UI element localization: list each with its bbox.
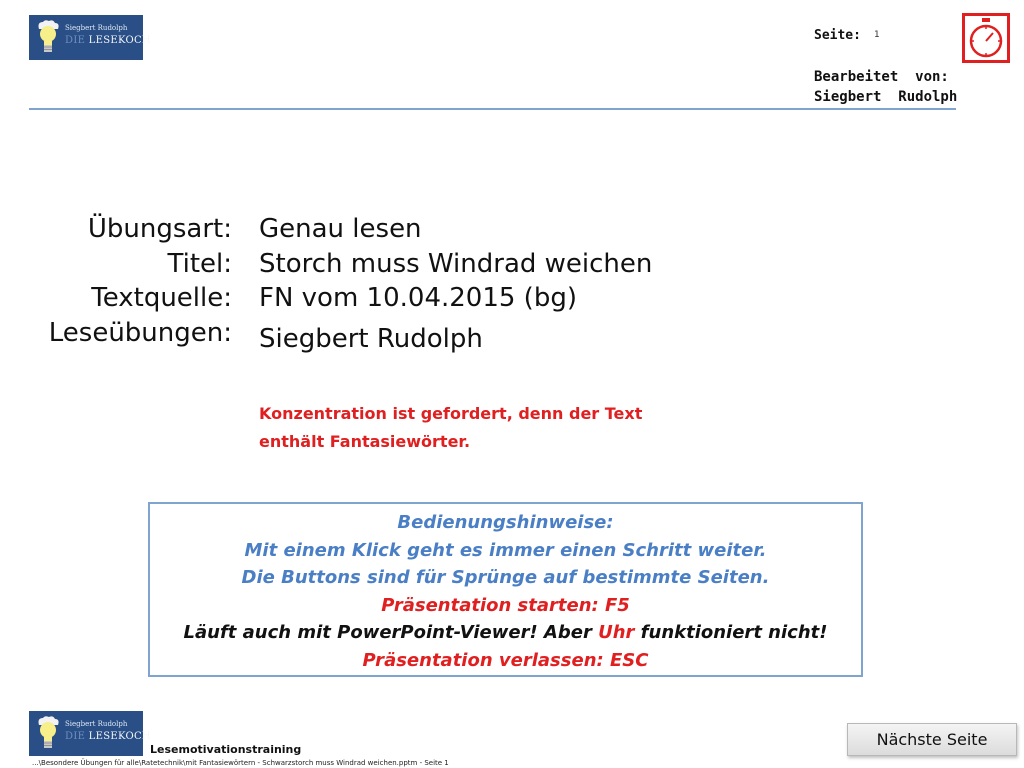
detail-labels — [40, 212, 232, 350]
hints-title: Bedienungshinweise: — [397, 512, 614, 533]
hint-click: Mit einem Klick geht es immer einen Schritt weiter. — [244, 539, 767, 561]
source-value: FN vom 10.04.2015 (bg) — [259, 283, 577, 313]
file-path: ...\Besondere Übungen für alle\Ratetechnik\mit Fantasiewörtern - Schwarzstorch muss Windrad weichen.pptm - Seite 1 — [32, 759, 449, 767]
hint-exit: Präsentation verlassen: ESC — [362, 649, 649, 671]
hint-viewer: Läuft auch mit PowerPoint-Viewer! Aber Uhr funktioniert nicht! — [183, 622, 828, 643]
source-label: Textquelle: — [91, 283, 232, 313]
edited-by: Bearbeitet von: Siegbert Rudolph — [814, 69, 958, 105]
page-number: 1 — [874, 30, 880, 40]
reading-exercises-value: Siegbert Rudolph — [259, 323, 483, 354]
lesekoch-logo-footer — [29, 711, 151, 756]
editor-name: Siegbert Rudolph — [814, 89, 958, 105]
exercise-type-label: Übungsart: — [87, 214, 232, 244]
detail-values — [259, 212, 652, 356]
title-label: Titel: — [167, 248, 232, 279]
usage-hints-box — [148, 502, 863, 677]
lesekoch-logo — [29, 15, 151, 60]
concentration-notice: Konzentration ist gefordert, denn der Text enthält Fantasiewörter. — [259, 404, 643, 451]
page-label: Seite: — [814, 28, 861, 43]
reading-exercises-label: Leseübungen: — [48, 317, 232, 348]
lightbulb-icon — [35, 715, 61, 751]
logo-brand: DIE LESEKOCH — [65, 35, 151, 46]
header-divider — [29, 108, 956, 110]
logo-author: Siegbert Rudolph — [65, 24, 128, 32]
exercise-type-value: Genau lesen — [259, 214, 422, 244]
footer-title: Lesemotivationstraining — [150, 743, 302, 756]
hint-start: Präsentation starten: F5 — [381, 594, 630, 616]
stopwatch-icon[interactable] — [962, 13, 1010, 63]
lightbulb-icon — [35, 19, 61, 55]
title-value: Storch muss Windrad weichen — [259, 248, 653, 279]
logo-brand: DIE LESEKOCH — [65, 731, 151, 742]
next-page-button[interactable]: Nächste Seite — [847, 723, 1017, 756]
logo-author: Siegbert Rudolph — [65, 720, 128, 728]
hint-buttons: Die Buttons sind für Sprünge auf bestimmte Seiten. — [241, 567, 770, 588]
